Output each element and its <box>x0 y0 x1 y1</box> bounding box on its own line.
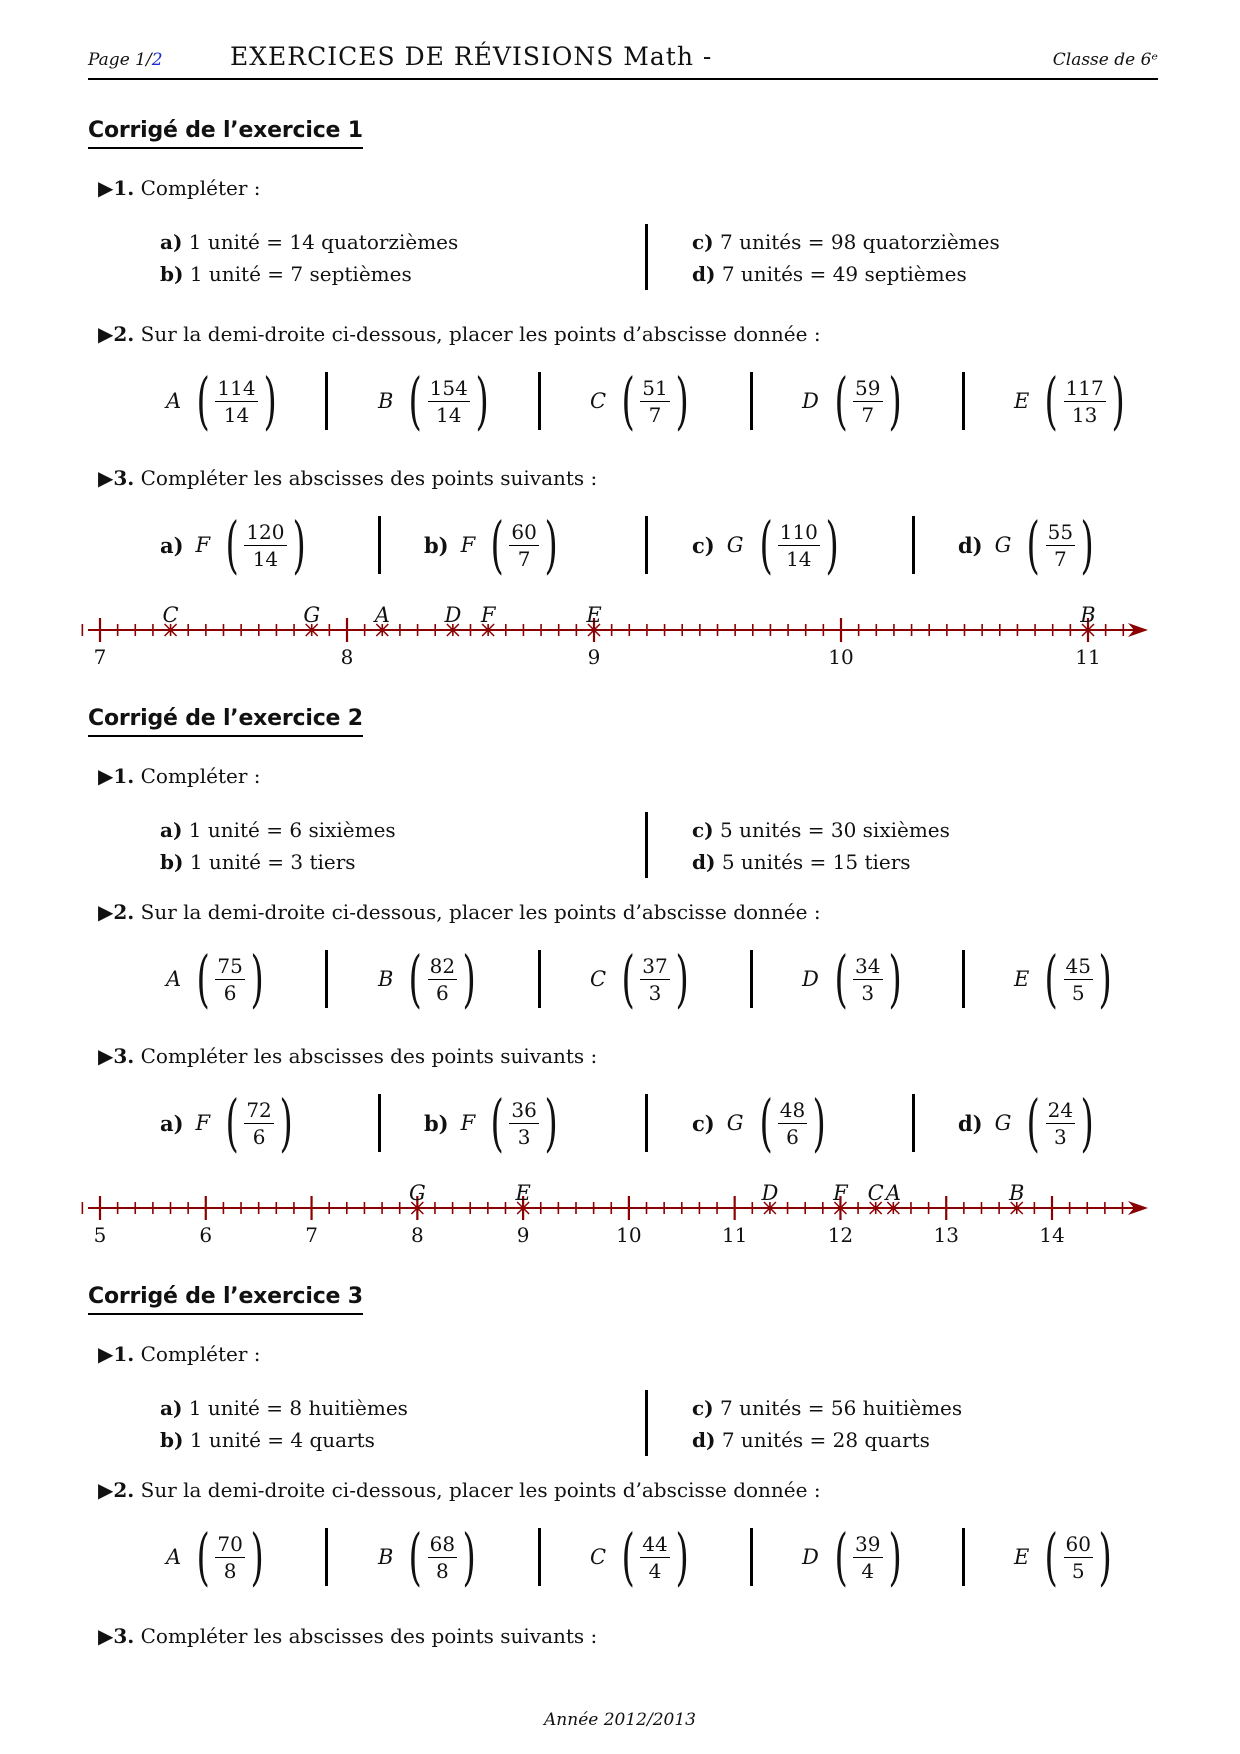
item-tag: d) <box>692 262 716 286</box>
tick-label: 14 <box>1039 1223 1065 1247</box>
point-label: D <box>761 1181 779 1205</box>
right-paren: ) <box>675 364 689 437</box>
point-label: G <box>408 1181 426 1205</box>
question-3 <box>98 1044 597 1068</box>
numerator: 120 <box>246 519 285 544</box>
point-label: B <box>378 1545 394 1569</box>
right-paren: ) <box>1080 508 1094 581</box>
fraction <box>778 1097 807 1150</box>
tick-label: 10 <box>828 645 854 669</box>
column-separator <box>750 372 753 430</box>
column-separator <box>645 1390 648 1456</box>
fraction <box>509 519 538 572</box>
answer-item <box>692 850 911 874</box>
left-paren: ( <box>1044 942 1059 1015</box>
point-label: E <box>586 603 602 627</box>
point-label: D <box>802 389 819 413</box>
right-paren: ) <box>1098 1520 1112 1593</box>
point-label: E <box>1014 389 1030 413</box>
point-abscissa <box>166 942 269 1015</box>
tick-label: 6 <box>199 1223 213 1247</box>
item-tag: b) <box>424 532 449 558</box>
right-paren: ) <box>250 1520 264 1593</box>
left-paren: ( <box>408 1520 423 1593</box>
item-tag: a) <box>160 1110 184 1136</box>
item-tag: c) <box>692 230 714 254</box>
numerator: 37 <box>642 953 668 978</box>
denominator: 5 <box>1071 980 1085 1005</box>
point-label: A <box>885 1181 901 1205</box>
numerator: 48 <box>779 1097 806 1122</box>
point-abscissa <box>166 364 282 437</box>
left-paren: ( <box>621 1520 635 1593</box>
right-paren: ) <box>250 942 264 1015</box>
denominator: 6 <box>223 980 237 1005</box>
point-abscissa <box>378 1520 481 1593</box>
point-label: F <box>195 1111 211 1135</box>
right-paren: ) <box>544 508 558 581</box>
point-abscissa <box>802 942 907 1015</box>
point-label: G <box>994 533 1012 557</box>
point-label: E <box>1014 1545 1030 1569</box>
left-paren: ( <box>196 1520 210 1593</box>
item-tag: b) <box>160 1428 184 1452</box>
right-paren: ) <box>887 1520 902 1593</box>
numerator: 110 <box>779 519 818 544</box>
answer-item <box>160 850 356 874</box>
right-paren: ) <box>462 942 476 1015</box>
question-text: Compléter : <box>140 1342 261 1366</box>
left-paren: ( <box>758 1086 773 1159</box>
point-label: A <box>166 389 182 413</box>
item-text: 7 unités = 56 huitièmes <box>720 1396 963 1420</box>
denominator: 7 <box>517 546 531 571</box>
answer-item <box>160 230 458 254</box>
fraction <box>778 519 820 572</box>
left-paren: ( <box>834 1520 848 1593</box>
item-tag: c) <box>692 1396 714 1420</box>
fraction <box>640 1531 669 1584</box>
column-separator <box>912 516 915 574</box>
point-abscissa <box>590 364 694 437</box>
denominator: 6 <box>252 1124 266 1149</box>
abscissa-answer <box>160 508 311 581</box>
point-label: C <box>590 967 607 991</box>
left-paren: ( <box>225 508 239 581</box>
numerator: 154 <box>429 375 468 400</box>
column-separator <box>962 372 965 430</box>
point-label: G <box>303 603 321 627</box>
question-1 <box>98 1342 261 1366</box>
right-paren: ) <box>1098 942 1112 1015</box>
question-text: Sur la demi-droite ci-dessous, placer les points d’abscisse donnée : <box>140 900 821 924</box>
point-label: G <box>994 1111 1012 1135</box>
fraction <box>1064 375 1106 428</box>
item-tag: d) <box>958 1110 983 1136</box>
item-text: 1 unité = 14 quatorzièmes <box>188 230 459 254</box>
right-paren: ) <box>462 1520 476 1593</box>
point-label: F <box>460 533 476 557</box>
fraction <box>853 953 882 1006</box>
denominator: 4 <box>648 1558 662 1583</box>
numerator: 68 <box>429 1531 456 1556</box>
item-tag: d) <box>692 1428 716 1452</box>
right-paren: ) <box>291 508 306 581</box>
fraction <box>1046 1097 1075 1150</box>
denominator: 4 <box>861 1558 875 1583</box>
class-label: Classe de 6ᵉ <box>1052 50 1158 70</box>
tick-label: 9 <box>516 1223 530 1247</box>
tick-label: 8 <box>340 645 354 669</box>
right-paren: ) <box>1080 1086 1094 1159</box>
point-label: D <box>802 1545 819 1569</box>
item-text: 1 unité = 6 sixièmes <box>188 818 396 842</box>
numerator: 75 <box>217 953 243 978</box>
column-separator <box>378 1094 381 1152</box>
numerator: 60 <box>511 519 537 544</box>
question-number: ▶2. <box>98 1478 135 1502</box>
point-label: F <box>833 1181 848 1205</box>
item-tag: a) <box>160 532 184 558</box>
column-separator <box>538 1528 541 1586</box>
point-label: B <box>1080 603 1096 627</box>
tick-label: 13 <box>933 1223 959 1247</box>
item-text: 5 unités = 30 sixièmes <box>720 818 950 842</box>
numerator: 59 <box>855 375 881 400</box>
right-paren: ) <box>887 364 902 437</box>
denominator: 7 <box>1053 546 1067 571</box>
tick-label: 11 <box>1075 645 1101 669</box>
point-label: A <box>166 967 182 991</box>
numerator: 60 <box>1065 1531 1091 1556</box>
item-tag: b) <box>160 850 184 874</box>
denominator: 3 <box>1053 1124 1067 1149</box>
right-paren: ) <box>675 1520 689 1593</box>
denominator: 14 <box>252 546 279 571</box>
answer-item <box>692 262 967 286</box>
item-tag: c) <box>692 532 715 558</box>
numerator: 24 <box>1047 1097 1074 1122</box>
abscissa-answer <box>692 508 844 581</box>
abscissa-answer <box>958 1086 1099 1159</box>
point-label: A <box>374 603 390 627</box>
point-label: G <box>726 533 744 557</box>
tick-label: 8 <box>410 1223 424 1247</box>
number-line <box>0 1178 1240 1258</box>
point-label: E <box>515 1181 531 1205</box>
fraction <box>215 1531 244 1584</box>
point-label: C <box>867 1181 884 1205</box>
question-text: Compléter les abscisses des points suivants : <box>140 1624 598 1648</box>
left-paren: ( <box>490 508 504 581</box>
item-tag: a) <box>160 818 183 842</box>
left-paren: ( <box>1044 1520 1059 1593</box>
denominator: 6 <box>436 980 449 1005</box>
numerator: 39 <box>855 1531 881 1556</box>
column-separator <box>962 1528 965 1586</box>
left-paren: ( <box>1026 508 1041 581</box>
item-text: 7 unités = 98 quatorzièmes <box>720 230 1000 254</box>
question-number: ▶2. <box>98 900 135 924</box>
tick-label: 5 <box>93 1223 107 1247</box>
fraction <box>853 1531 882 1584</box>
denominator: 3 <box>517 1124 531 1149</box>
question-text: Sur la demi-droite ci-dessous, placer les points d’abscisse donnée : <box>140 1478 821 1502</box>
answer-item <box>160 1428 375 1452</box>
question-text: Sur la demi-droite ci-dessous, placer les points d’abscisse donnée : <box>140 322 821 346</box>
item-tag: b) <box>160 262 184 286</box>
left-paren: ( <box>408 364 423 437</box>
item-text: 1 unité = 4 quarts <box>189 1428 375 1452</box>
question-number: ▶3. <box>98 1624 135 1648</box>
column-separator <box>538 950 541 1008</box>
point-label: F <box>480 603 496 627</box>
fraction <box>853 375 882 428</box>
item-text: 1 unité = 3 tiers <box>189 850 356 874</box>
document-title: EXERCICES DE RÉVISIONS Math - <box>230 42 713 71</box>
right-paren: ) <box>825 508 839 581</box>
fraction <box>1064 953 1093 1006</box>
left-paren: ( <box>1044 364 1059 437</box>
fraction <box>428 953 457 1006</box>
point-abscissa <box>378 364 494 437</box>
question-2 <box>98 322 821 346</box>
page-header <box>88 42 1158 80</box>
item-tag: c) <box>692 1110 715 1136</box>
column-separator <box>378 516 381 574</box>
page-total-link[interactable]: 2 <box>151 50 163 70</box>
answer-item <box>692 230 1000 254</box>
tick-label: 12 <box>827 1223 854 1247</box>
left-paren: ( <box>758 508 773 581</box>
tick-label: 10 <box>616 1223 642 1247</box>
exercise-title: Corrigé de l’exercice 2 <box>88 706 363 737</box>
page-number <box>88 50 163 70</box>
point-label: G <box>726 1111 744 1135</box>
question-number: ▶3. <box>98 466 135 490</box>
item-tag: d) <box>958 532 983 558</box>
right-paren: ) <box>887 942 902 1015</box>
question-text: Compléter : <box>140 764 261 788</box>
left-paren: ( <box>196 364 210 437</box>
fraction <box>215 953 244 1006</box>
item-text: 1 unité = 8 huitièmes <box>188 1396 408 1420</box>
abscissa-answer <box>424 508 563 581</box>
abscissa-answer <box>160 1086 298 1159</box>
question-number: ▶2. <box>98 322 135 346</box>
denominator: 6 <box>786 1124 799 1149</box>
fraction <box>640 375 669 428</box>
point-label: B <box>378 967 394 991</box>
question-1 <box>98 764 261 788</box>
left-paren: ( <box>621 364 635 437</box>
tick-label: 7 <box>305 1223 318 1247</box>
fraction <box>640 953 669 1006</box>
question-number: ▶3. <box>98 1044 135 1068</box>
right-paren: ) <box>812 1086 826 1159</box>
left-paren: ( <box>196 942 210 1015</box>
point-abscissa <box>1014 942 1117 1015</box>
point-label: B <box>378 389 394 413</box>
tick-label: 9 <box>587 645 601 669</box>
numerator: 82 <box>429 953 456 978</box>
question-2 <box>98 900 821 924</box>
point-abscissa <box>590 1520 694 1593</box>
question-3 <box>98 466 597 490</box>
numerator: 36 <box>511 1097 537 1122</box>
question-text: Compléter les abscisses des points suivants : <box>140 466 598 490</box>
answer-item <box>160 1396 408 1420</box>
abscissa-answer <box>958 508 1099 581</box>
right-paren: ) <box>1111 364 1125 437</box>
point-label: F <box>195 533 211 557</box>
item-text: 7 unités = 28 quarts <box>721 1428 930 1452</box>
denominator: 7 <box>861 402 875 427</box>
number-line <box>0 600 1240 680</box>
numerator: 117 <box>1065 375 1104 400</box>
point-abscissa <box>802 1520 907 1593</box>
answer-item <box>692 1396 962 1420</box>
left-paren: ( <box>490 1086 504 1159</box>
numerator: 55 <box>1047 519 1074 544</box>
column-separator <box>750 950 753 1008</box>
right-paren: ) <box>279 1086 293 1159</box>
question-1 <box>98 176 261 200</box>
right-paren: ) <box>263 364 277 437</box>
answer-item <box>160 818 396 842</box>
item-text: 5 unités = 15 tiers <box>721 850 911 874</box>
denominator: 8 <box>436 1558 449 1583</box>
point-label: E <box>1014 967 1030 991</box>
abscissa-answer <box>692 1086 831 1159</box>
fraction <box>215 375 257 428</box>
column-separator <box>538 372 541 430</box>
fraction <box>1064 1531 1093 1584</box>
denominator: 14 <box>436 402 462 427</box>
left-paren: ( <box>1026 1086 1041 1159</box>
denominator: 13 <box>1071 402 1098 427</box>
point-label: F <box>460 1111 476 1135</box>
point-label: C <box>590 1545 607 1569</box>
right-paren: ) <box>675 942 689 1015</box>
answer-item <box>160 262 412 286</box>
item-text: 7 unités = 49 septièmes <box>721 262 967 286</box>
tick-label: 11 <box>721 1223 748 1247</box>
right-paren: ) <box>544 1086 558 1159</box>
left-paren: ( <box>621 942 635 1015</box>
column-separator <box>645 224 648 290</box>
left-paren: ( <box>834 364 848 437</box>
denominator: 3 <box>648 980 662 1005</box>
point-abscissa <box>802 364 907 437</box>
numerator: 44 <box>642 1531 668 1556</box>
point-label: C <box>590 389 607 413</box>
left-paren: ( <box>408 942 423 1015</box>
question-3 <box>98 1624 597 1648</box>
denominator: 14 <box>223 402 250 427</box>
page-footer: Année 2012/2013 <box>544 1710 696 1730</box>
point-label: C <box>162 603 179 627</box>
item-tag: a) <box>160 1396 183 1420</box>
question-number: ▶1. <box>98 176 135 200</box>
numerator: 114 <box>217 375 256 400</box>
fraction <box>244 1097 273 1150</box>
column-separator <box>325 1528 328 1586</box>
point-label: A <box>166 1545 182 1569</box>
numerator: 51 <box>642 375 668 400</box>
item-tag: b) <box>424 1110 449 1136</box>
fraction <box>428 1531 457 1584</box>
page-prefix: Page 1/ <box>88 50 152 70</box>
item-tag: d) <box>692 850 716 874</box>
column-separator <box>750 1528 753 1586</box>
question-2 <box>98 1478 821 1502</box>
item-tag: c) <box>692 818 714 842</box>
item-text: 1 unité = 7 septièmes <box>189 262 412 286</box>
denominator: 3 <box>861 980 875 1005</box>
denominator: 7 <box>648 402 662 427</box>
point-abscissa <box>378 942 481 1015</box>
point-abscissa <box>590 942 694 1015</box>
numerator: 70 <box>217 1531 243 1556</box>
fraction <box>428 375 470 428</box>
column-separator <box>645 1094 648 1152</box>
answer-item <box>692 818 950 842</box>
point-label: D <box>444 603 462 627</box>
answer-item <box>692 1428 930 1452</box>
fraction <box>509 1097 538 1150</box>
point-label: D <box>802 967 819 991</box>
abscissa-answer <box>424 1086 563 1159</box>
point-abscissa <box>1014 364 1130 437</box>
numerator: 72 <box>246 1097 272 1122</box>
question-text: Compléter : <box>140 176 261 200</box>
point-abscissa <box>1014 1520 1117 1593</box>
column-separator <box>645 812 648 878</box>
column-separator <box>962 950 965 1008</box>
exercise-title: Corrigé de l’exercice 3 <box>88 1284 363 1315</box>
point-label: B <box>1009 1181 1025 1205</box>
fraction <box>1046 519 1075 572</box>
question-number: ▶1. <box>98 764 135 788</box>
left-paren: ( <box>225 1086 239 1159</box>
column-separator <box>645 516 648 574</box>
question-text: Compléter les abscisses des points suivants : <box>140 1044 598 1068</box>
numerator: 45 <box>1065 953 1091 978</box>
left-paren: ( <box>834 942 848 1015</box>
column-separator <box>325 372 328 430</box>
exercise-title: Corrigé de l’exercice 1 <box>88 118 363 149</box>
tick-label: 7 <box>93 645 107 669</box>
denominator: 14 <box>786 546 812 571</box>
denominator: 5 <box>1071 1558 1085 1583</box>
fraction <box>244 519 286 572</box>
item-tag: a) <box>160 230 183 254</box>
numerator: 34 <box>855 953 881 978</box>
point-abscissa <box>166 1520 269 1593</box>
column-separator <box>912 1094 915 1152</box>
column-separator <box>325 950 328 1008</box>
right-paren: ) <box>475 364 489 437</box>
denominator: 8 <box>223 1558 237 1583</box>
question-number: ▶1. <box>98 1342 135 1366</box>
